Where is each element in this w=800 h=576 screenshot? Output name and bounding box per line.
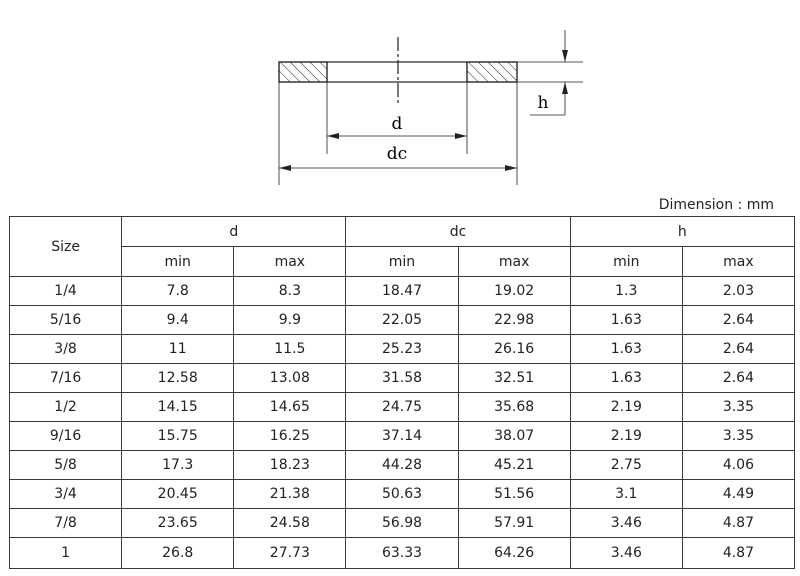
table-row <box>10 451 795 480</box>
cell-d-max: 11.5 <box>234 335 346 364</box>
h-label: h <box>537 93 549 113</box>
cell-h-max: 2.64 <box>682 335 794 364</box>
cell-size: 3/4 <box>10 480 122 509</box>
washer-left-section <box>279 62 327 82</box>
dc-label: dc <box>386 144 408 164</box>
cell-size: 3/8 <box>10 335 122 364</box>
cell-h-min: 1.63 <box>570 335 682 364</box>
cell-h-max: 4.87 <box>682 509 794 538</box>
cell-dc-max: 45.21 <box>458 451 570 480</box>
cell-h-max: 4.06 <box>682 451 794 480</box>
cell-dc-min: 22.05 <box>346 306 458 335</box>
cell-d-max: 18.23 <box>234 451 346 480</box>
header-d-min: min <box>122 247 234 277</box>
cell-d-max: 9.9 <box>234 306 346 335</box>
cell-d-min: 14.15 <box>122 393 234 422</box>
cell-dc-min: 18.47 <box>346 277 458 306</box>
cell-h-min: 2.75 <box>570 451 682 480</box>
cell-d-min: 26.8 <box>122 538 234 569</box>
cell-d-max: 24.58 <box>234 509 346 538</box>
cell-dc-max: 19.02 <box>458 277 570 306</box>
cell-h-min: 3.1 <box>570 480 682 509</box>
cell-d-max: 27.73 <box>234 538 346 569</box>
header-d-max: max <box>234 247 346 277</box>
table-row <box>10 306 795 335</box>
cell-d-max: 14.65 <box>234 393 346 422</box>
washer-right-section <box>467 62 517 82</box>
table-row <box>10 335 795 364</box>
cell-h-max: 3.35 <box>682 422 794 451</box>
cell-dc-max: 32.51 <box>458 364 570 393</box>
cell-d-max: 8.3 <box>234 277 346 306</box>
cell-h-max: 2.03 <box>682 277 794 306</box>
cell-dc-max: 57.91 <box>458 509 570 538</box>
cell-size: 7/8 <box>10 509 122 538</box>
header-dc-max: max <box>458 247 570 277</box>
header-h-max: max <box>682 247 794 277</box>
cell-size: 5/8 <box>10 451 122 480</box>
cell-d-min: 12.58 <box>122 364 234 393</box>
cell-h-max: 3.35 <box>682 393 794 422</box>
header-dc-min: min <box>346 247 458 277</box>
table-row <box>10 393 795 422</box>
cell-d-min: 17.3 <box>122 451 234 480</box>
cell-h-min: 2.19 <box>570 422 682 451</box>
d-label: d <box>391 114 403 134</box>
header-h: h <box>570 217 794 247</box>
header-h-min: min <box>570 247 682 277</box>
cell-h-min: 3.46 <box>570 509 682 538</box>
cell-dc-min: 31.58 <box>346 364 458 393</box>
cell-size: 7/16 <box>10 364 122 393</box>
cell-h-max: 4.87 <box>682 538 794 569</box>
table-row <box>10 480 795 509</box>
header-size: Size <box>10 217 122 277</box>
cell-d-max: 13.08 <box>234 364 346 393</box>
dimension-table <box>9 216 795 569</box>
table-row <box>10 364 795 393</box>
cell-size: 1 <box>10 538 122 569</box>
cell-dc-min: 25.23 <box>346 335 458 364</box>
cell-size: 9/16 <box>10 422 122 451</box>
unit-note: Dimension : mm <box>658 197 774 213</box>
washer-drawing <box>0 0 800 195</box>
cell-d-min: 11 <box>122 335 234 364</box>
cell-d-min: 23.65 <box>122 509 234 538</box>
cell-dc-max: 64.26 <box>458 538 570 569</box>
cell-dc-max: 26.16 <box>458 335 570 364</box>
cell-dc-min: 56.98 <box>346 509 458 538</box>
cell-dc-min: 63.33 <box>346 538 458 569</box>
cell-h-max: 2.64 <box>682 364 794 393</box>
cell-dc-min: 24.75 <box>346 393 458 422</box>
table-row <box>10 509 795 538</box>
cell-h-min: 3.46 <box>570 538 682 569</box>
cell-h-max: 4.49 <box>682 480 794 509</box>
cell-dc-max: 51.56 <box>458 480 570 509</box>
cell-size: 1/2 <box>10 393 122 422</box>
cell-h-min: 1.63 <box>570 364 682 393</box>
cell-h-min: 2.19 <box>570 393 682 422</box>
cell-d-max: 16.25 <box>234 422 346 451</box>
table-row <box>10 538 795 569</box>
cell-d-min: 20.45 <box>122 480 234 509</box>
cell-d-min: 9.4 <box>122 306 234 335</box>
cell-h-min: 1.63 <box>570 306 682 335</box>
header-dc: dc <box>346 217 570 247</box>
cell-dc-max: 38.07 <box>458 422 570 451</box>
cell-h-min: 1.3 <box>570 277 682 306</box>
cell-d-min: 7.8 <box>122 277 234 306</box>
cell-dc-min: 50.63 <box>346 480 458 509</box>
cell-dc-min: 37.14 <box>346 422 458 451</box>
header-d: d <box>122 217 346 247</box>
cell-dc-max: 35.68 <box>458 393 570 422</box>
cell-d-min: 15.75 <box>122 422 234 451</box>
cell-h-max: 2.64 <box>682 306 794 335</box>
table-row <box>10 277 795 306</box>
table-row <box>10 422 795 451</box>
cell-dc-max: 22.98 <box>458 306 570 335</box>
cell-dc-min: 44.28 <box>346 451 458 480</box>
cell-size: 5/16 <box>10 306 122 335</box>
cell-d-max: 21.38 <box>234 480 346 509</box>
cell-size: 1/4 <box>10 277 122 306</box>
